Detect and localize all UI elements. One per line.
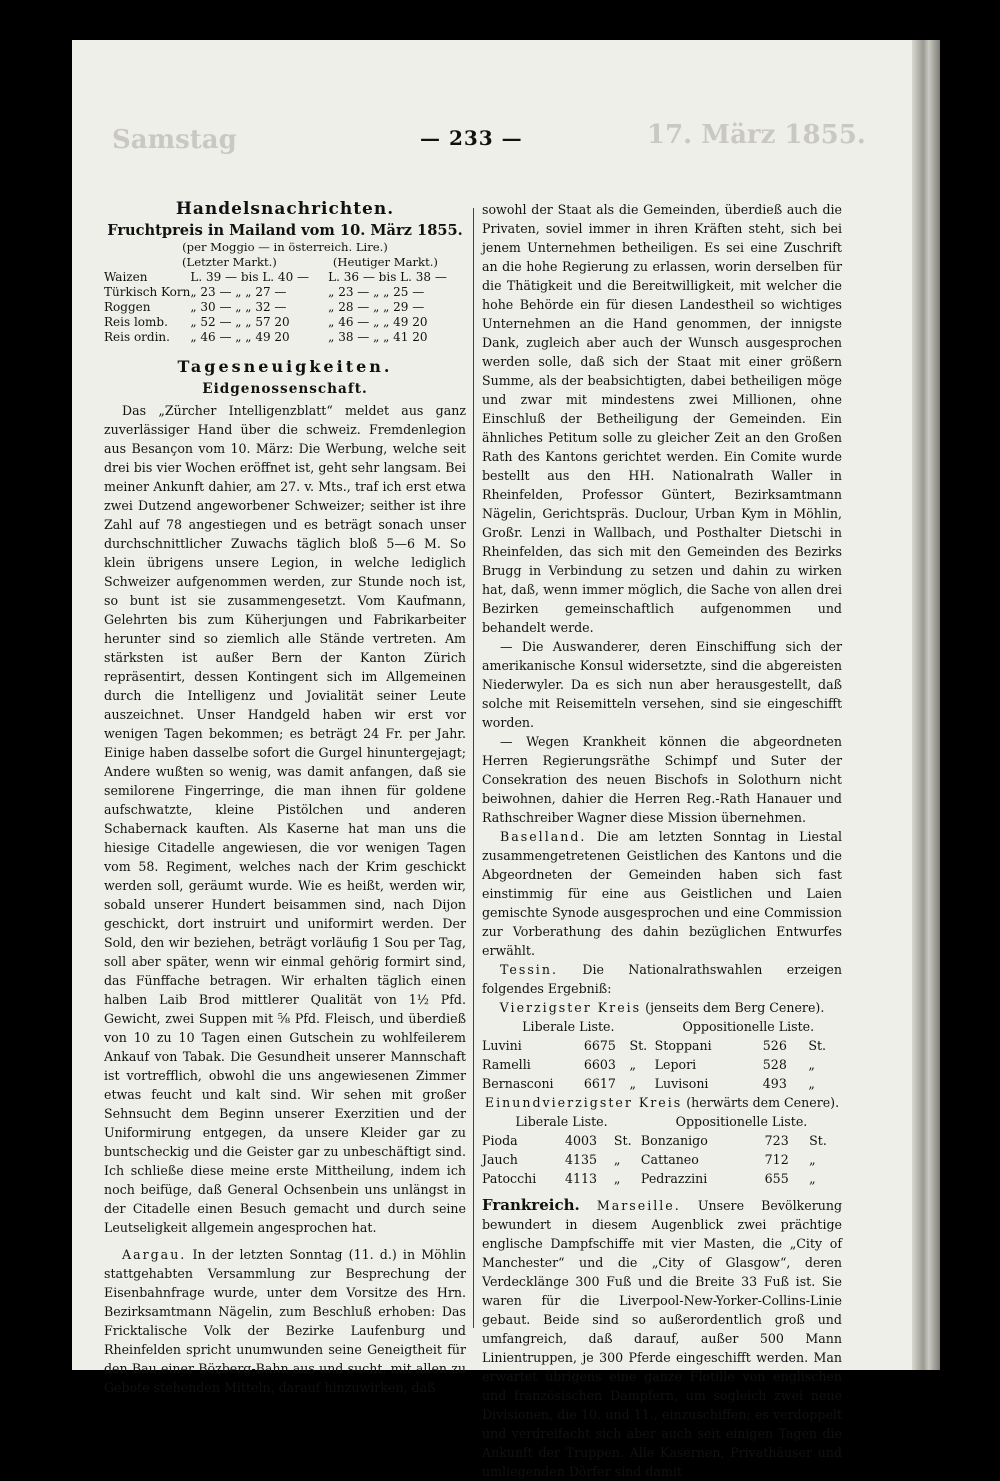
table-row: Liberale Liste. Oppositionelle Liste.: [515, 1114, 808, 1129]
legend-today-market: (Heutiger Markt.): [332, 255, 438, 269]
aargau-label: Aargau.: [122, 1247, 187, 1262]
baselland-label: Baselland.: [500, 829, 587, 844]
table-row: Bernasconi 6617 „ Luvisoni 493 „: [482, 1076, 815, 1091]
table-row: Patocchi 4113 „ Pedrazzini 655 „: [482, 1171, 816, 1186]
votes-table-41: [482, 1112, 842, 1188]
trade-heading: Handelsnachrichten.: [175, 199, 395, 219]
price-table: [104, 270, 466, 345]
baselland-article: Baselland. Die am letzten Sonntag in Liestal zusammengetretenen Geistlichen des Kantons und die Abgeordneten der Gemeinden haben sich fast einstimmig für eine aus Geistlichen und Laien gemischte Synode ausgesprochen und eine Commission zur Vorberathung des dahin bezüglichen Entwurfes erwählt.: [482, 829, 842, 958]
aargau-article: [104, 1245, 466, 1397]
france-label: Frankreich.: [482, 1196, 580, 1214]
page-number: — 233 —: [420, 126, 523, 150]
kreis-40-heading: Vierzigster Kreis (jenseits dem Berg Cenere).: [499, 1000, 825, 1015]
column-rule: [473, 208, 474, 1328]
marseille-label: Marseille.: [596, 1198, 681, 1213]
tessin-article: Tessin. Die Nationalrathswahlen erzeigen folgendes Ergebniß:: [482, 962, 842, 996]
table-row: Ramelli 6603 „ Lepori 528 „: [482, 1057, 815, 1072]
france-article: Frankreich. Marseille. Unsere Bevölkerung bewundert in diesem Augenblick zwei prächtige englische Dampfschiffe mit vier Masten, die „City of Manchester“ und die „City of Glasgow“, deren Verdecklänge 300 Fuß und die Breite 33 Fuß ist. Sie waren für die Liverpool-New-Yorker-Collins-Linie gebaut. Beide sind so außerordentlich groß und umfangreich, daß darauf, außer 500 Mann Linientruppen, je 300 Pferde eingeschifft werden. Man erwartet übrigens eine ganze Flotille von englischen und französischen Dampfern, um sogleich zwei neue Divisionen, die 10. und 11., einzuschiffen; es verdoppelt und verdreifacht sich aber auch seit einigen Tagen die Ankunft der Truppen. Alle Kasernen, Privathäuser und umliegenden Dörfer sind damit: [482, 1196, 842, 1479]
legend-last-market: (Letzter Markt.): [182, 255, 277, 269]
table-row: Jauch 4135 „ Cattaneo 712 „: [482, 1152, 816, 1167]
table-row: Waizen L. 39 — bis L. 40 — L. 36 — bis L. 38 —: [104, 270, 447, 284]
kreis-41-heading: Einundvierzigster Kreis (herwärts dem Cenere).: [484, 1095, 840, 1110]
right-column: [482, 200, 842, 1481]
table-row: Luvini 6675 St. Stoppani 526 St.: [482, 1038, 827, 1053]
left-column: [104, 200, 466, 1397]
eidgenossenschaft-heading: Eidgenossenschaft.: [202, 381, 368, 397]
table-row: Türkisch Korn „ 23 — „ „ 27 — „ 23 — „ „ 25 —: [104, 285, 425, 299]
aargau-continued: sowohl der Staat als die Gemeinden, überdieß auch die Privaten, soviel immer in ihren Kräften steht, sich bei jenem Unternehmen betheiligen. Es sei eine Zuschrift an die hohe Regierung zu erlassen, worin derselben für die Thätigkeit und die Bereitwilligkeit, mit welcher die hohe Behörde ein für diesen Landestheil so wichtiges Unternehmen an die Hand genommen, der innigste Dank, zugleich aber auch der Wunsch ausgesprochen werden solle, daß sich der Staat mit einer größern Summe, als der beabsichtigten, dabei betheiligen möge und zwar mit mindestens zwei Millionen, ohne Einschluß der Betheiligung der Gemeinden. Ein ähnliches Petitum solle zu gleicher Zeit an den Großen Rath des Kantons gerichtet werden. Ein Comite wurde bestellt aus den HH. Nationalrath Waller in Rheinfelden, Professor Güntert, Bezirksamtmann Nägelin, Gerichtspräs. Duclour, Urban Kym in Möhlin, Großr. Lenzi in Wallbach, und Posthalter Dietschi in Rheinfelden, das sich mit den Gemeinden des Bezirks Brugg in Verbindung zu setzen und dahin zu wirken hat, daß, wenn immer möglich, die Sache von allen drei Bezirken gemeinschaftlich aufgenommen und behandelt werde.: [482, 202, 842, 635]
fruit-price-title: Fruchtpreis in Mailand vom 10. März 1855.: [107, 222, 463, 239]
bleed-through-left: Samstag: [112, 125, 237, 155]
consecration-article: — Wegen Krankheit können die abgeordneten Herren Regierungsräthe Schimpf und Suter der Consekration des neuen Bischofs in Solothurn nicht beiwohnen, dahier die Herren Reg.-Rath Hanauer und Rathschreiber Wagner diese Mission übernehmen.: [482, 734, 842, 825]
table-row: Reis lomb. „ 52 — „ „ 57 20 „ 46 — „ „ 49 20: [104, 315, 428, 329]
bleed-through-right: 17. März 1855.: [647, 120, 866, 150]
table-row: Reis ordin. „ 46 — „ „ 49 20 „ 38 — „ „ 41 20: [104, 330, 428, 344]
news-heading: Tagesneuigkeiten.: [177, 357, 393, 376]
votes-table-40: [482, 1017, 842, 1093]
legion-article: Das „Zürcher Intelligenzblatt“ meldet aus ganz zuverlässiger Hand über die schweiz. Fremdenlegion aus Besançon vom 10. März: Die Werbung, welche seit drei bis vier Wochen eröffnet ist, geht sehr langsam. Bei meiner Ankunft dahier, am 27. v. Mts., traf ich erst etwa zwei Dutzend angeworbener Schweizer; seither ist ihre Zahl auf 78 angestiegen und es beträgt sonach unser durchschnittlicher Zuwachs täglich bloß 5—6 M. So klein übrigens unsere Legion, in welche lediglich Schweizer aufgenommen werden, zur Stunde noch ist, so bunt ist sie zusammengesetzt. Vom Kaufmann, Gelehrten bis zum Küherjungen und Fabrikarbeiter herunter sind so ziemlich alle Stände vertreten. Am stärksten ist außer Bern der Kanton Zürich repräsentirt, dessen Kontingent sich im Allgemeinen durch die Intelligenz und Jovialität seiner Leute auszeichnet. Unser Handgeld haben wir erst vor wenigen Tagen bekommen; es beträgt 24 Fr. per Jahr. Einige haben dasselbe sofort die Gurgel hinuntergejagt; Andere wußten so wenig, was damit anfangen, daß sie semilorene Fingerringe, die man ihnen für goldene aufschwatzte, kleine Pistölchen und anderen Schabernack kauften. Als Kaserne hat man uns die hiesige Citadelle angewiesen, die vor wenigen Tagen vom 58. Regiment, welches nach der Krim geschickt werden soll, geräumt wurde. Wie es heißt, werden wir, sobald unserer Hundert beisammen sind, nach Dijon geschickt, dort instruirt und uniformirt werden. Der Sold, den wir beziehen, beträgt vorläufig 1 Sou per Tag, soll aber später, wenn wir einmal gehörig formirt sind, das Fünffache betragen. Wir erhalten täglich einen halben Laib Brod mittlerer Qualität von 1½ Pfd. Gewicht, zwei Suppen mit ⅝ Pfd. Fleisch, und überdieß von 10 zu 10 Tagen einen Gutschein zu wohlfeilerem Ankauf von Tabak. Die Gesundheit unserer Mannschaft ist vortrefflich, obwohl die uns angewiesenen Zimmer etwas feucht und kalt sind. Wir sehen mit großer Sehnsucht dem Beginn unserer Exerzitien und der Uniformirung entgegen, da unsere Kleider gar zu buntscheckig und die Geister gar zu unbeschäftigt sind. Ich schließe diese meine erste Mittheilung, indem ich noch beifüge, daß General Ochsenbein uns unlängst in der Citadelle einen Besuch gemacht und durch seine Leutseligkeit allgemein angesprochen hat.: [104, 403, 466, 1235]
fruit-price-note: (per Moggio — in österreich. Lire.): [182, 240, 388, 254]
emigrants-article: — Die Auswanderer, deren Einschiffung sich der amerikanische Konsul widersetzte, sind die abgereisten Niederwyler. Da es sich nun aber herausgestellt, daß solche mit Reisemitteln versehen, sind sie eingeschifft worden.: [482, 639, 842, 730]
table-row: Roggen „ 30 — „ „ 32 — „ 28 — „ „ 29 —: [104, 300, 425, 314]
price-legend: [104, 255, 466, 270]
table-row: Liberale Liste. Oppositionelle Liste.: [522, 1019, 815, 1034]
newspaper-page: [72, 40, 940, 1479]
tessin-label: Tessin.: [500, 962, 558, 977]
aargau-text: In der letzten Sonntag (11. d.) in Möhlin stattgehabten Versammlung zur Besprechung der Eisenbahnfrage wurde, unter dem Vorsitze des Hrn. Bezirksamtmann Nägelin, zum Beschluß erhoben: Das Fricktalische Volk der Bezirke Laufenburg und Rheinfelden spricht unumwunden seine Geneigtheit für den Bau einer Bözberg-Bahn aus und sucht, mit allen zu Gebote stehenden Mitteln, darauf hinzuwirken, daß: [104, 1247, 466, 1395]
table-row: Pioda 4003 St. Bonzanigo 723 St.: [482, 1133, 827, 1148]
page-edge: [912, 40, 940, 1370]
